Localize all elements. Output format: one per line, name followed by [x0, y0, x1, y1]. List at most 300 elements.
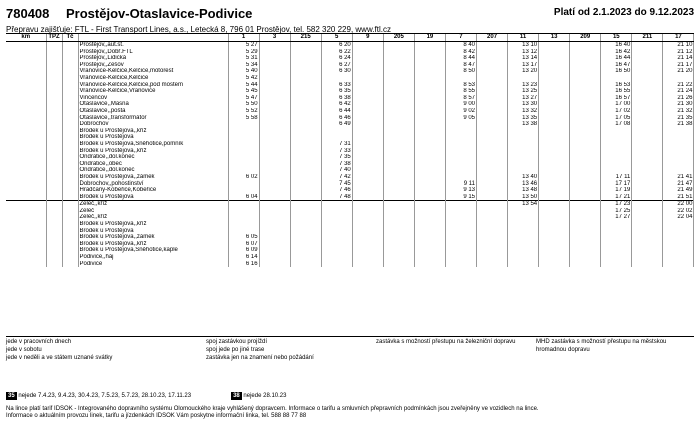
- tc-cell: [62, 108, 78, 115]
- time-cell: [352, 161, 383, 168]
- tpz-cell: [46, 214, 62, 221]
- time-cell: [414, 141, 445, 148]
- stop-name: Brodek u Prostějova: [78, 194, 228, 201]
- km-cell: [6, 208, 46, 215]
- time-cell: [477, 228, 508, 235]
- time-cell: 5 40: [228, 68, 259, 75]
- line-title: Prostějov-Otaslavice-Podivice: [66, 6, 253, 21]
- time-cell: [259, 75, 290, 82]
- table-row: [6, 180, 694, 187]
- time-cell: 7 48: [321, 194, 352, 201]
- time-cell: [539, 167, 570, 174]
- km-cell: [6, 55, 46, 62]
- time-cell: [570, 88, 601, 95]
- table-row: [6, 115, 694, 122]
- time-cell: [477, 241, 508, 248]
- time-cell: [632, 141, 663, 148]
- time-cell: 13 46: [508, 180, 539, 187]
- time-cell: [383, 161, 414, 168]
- time-cell: [352, 88, 383, 95]
- time-cell: 16 57: [601, 95, 632, 102]
- time-cell: [290, 82, 321, 89]
- time-cell: 5 31: [228, 55, 259, 62]
- time-cell: [259, 234, 290, 241]
- time-cell: [414, 228, 445, 235]
- table-row: [6, 75, 694, 82]
- note-badge: 35: [8, 393, 15, 399]
- tpz-cell: [46, 241, 62, 248]
- time-cell: 16 42: [601, 49, 632, 56]
- time-cell: [601, 141, 632, 148]
- time-cell: [259, 49, 290, 56]
- time-cell: [414, 214, 445, 221]
- time-cell: [477, 121, 508, 128]
- time-cell: [352, 148, 383, 155]
- time-cell: [508, 154, 539, 161]
- time-cell: [601, 221, 632, 228]
- time-cell: 8 50: [445, 68, 476, 75]
- time-cell: [414, 148, 445, 155]
- time-cell: [601, 148, 632, 155]
- time-cell: [290, 121, 321, 128]
- time-cell: [477, 174, 508, 181]
- time-cell: [539, 134, 570, 141]
- stop-name: Prostějov,,Lidická: [78, 55, 228, 62]
- time-cell: [383, 55, 414, 62]
- time-cell: [570, 261, 601, 268]
- time-cell: [290, 154, 321, 161]
- time-cell: [259, 174, 290, 181]
- time-cell: [352, 167, 383, 174]
- time-cell: [570, 42, 601, 49]
- time-cell: [601, 261, 632, 268]
- table-row: [6, 174, 694, 181]
- time-cell: [352, 234, 383, 241]
- km-cell: [6, 174, 46, 181]
- time-cell: [228, 148, 259, 155]
- time-cell: 17 02: [601, 108, 632, 115]
- tc-cell: [62, 241, 78, 248]
- time-cell: [539, 75, 570, 82]
- time-cell: [290, 148, 321, 155]
- time-cell: [414, 174, 445, 181]
- trip-header: 7: [445, 34, 476, 42]
- time-cell: [508, 254, 539, 261]
- stop-name: Dobrochov,,pohostinství: [78, 180, 228, 187]
- time-cell: 9 05: [445, 115, 476, 122]
- time-cell: 21 51: [663, 194, 694, 201]
- time-cell: [352, 194, 383, 201]
- time-cell: 17 05: [601, 115, 632, 122]
- time-cell: [383, 82, 414, 89]
- time-cell: 21 14: [663, 55, 694, 62]
- time-cell: [601, 228, 632, 235]
- time-cell: 9 11: [445, 180, 476, 187]
- time-cell: 7 46: [321, 187, 352, 194]
- tpz-cell: [46, 254, 62, 261]
- legend-item: zastávka jen na znamení nebo požádání: [206, 355, 314, 361]
- time-cell: [321, 228, 352, 235]
- time-cell: 6 05: [228, 234, 259, 241]
- time-cell: [570, 121, 601, 128]
- time-cell: [601, 254, 632, 261]
- trip-header: 15: [601, 34, 632, 42]
- time-cell: [445, 228, 476, 235]
- time-cell: [352, 141, 383, 148]
- time-cell: 8 47: [445, 62, 476, 69]
- time-cell: [570, 247, 601, 254]
- time-cell: [508, 214, 539, 221]
- table-row: [6, 62, 694, 69]
- time-cell: [321, 75, 352, 82]
- time-cell: [601, 234, 632, 241]
- time-cell: [228, 228, 259, 235]
- time-cell: [445, 154, 476, 161]
- time-cell: [259, 108, 290, 115]
- km-cell: [6, 241, 46, 248]
- stop-name: Ondratice,,obec: [78, 161, 228, 168]
- time-cell: [632, 201, 663, 208]
- tc-cell: [62, 261, 78, 268]
- time-cell: [321, 261, 352, 268]
- table-row: [6, 121, 694, 128]
- legend-symbols: [206, 338, 314, 362]
- time-cell: [290, 128, 321, 135]
- time-cell: 21 49: [663, 187, 694, 194]
- time-cell: 13 10: [508, 42, 539, 49]
- legend-item: jede v sobotu: [6, 347, 42, 353]
- km-cell: [6, 254, 46, 261]
- time-cell: [290, 42, 321, 49]
- tc-cell: [62, 141, 78, 148]
- time-cell: [632, 161, 663, 168]
- time-cell: [477, 42, 508, 49]
- time-cell: [445, 201, 476, 208]
- tpz-cell: [46, 228, 62, 235]
- time-cell: [414, 261, 445, 268]
- time-cell: [352, 62, 383, 69]
- stop-name: Otaslavice,,Masna: [78, 101, 228, 108]
- time-cell: [352, 254, 383, 261]
- time-cell: [663, 254, 694, 261]
- time-cell: [632, 115, 663, 122]
- carrier-info: Přepravu zajišťuje: FTL - First Transport Lines, a.s., Letecká 8, 796 01 Prostějov, tel. 582 320 229, www.ftl.cz: [6, 25, 391, 34]
- stop-name: Brodek u Prostějova,,zámek: [78, 174, 228, 181]
- tpz-cell: [46, 208, 62, 215]
- time-cell: 6 04: [228, 194, 259, 201]
- time-cell: [290, 247, 321, 254]
- time-cell: 17 11: [601, 174, 632, 181]
- time-cell: [290, 208, 321, 215]
- tc-cell: [62, 62, 78, 69]
- time-cell: [259, 187, 290, 194]
- time-cell: [477, 180, 508, 187]
- tc-cell: [62, 180, 78, 187]
- legend-rail: [376, 338, 526, 346]
- time-cell: [259, 128, 290, 135]
- time-cell: 17 21: [601, 194, 632, 201]
- time-cell: [414, 68, 445, 75]
- km-cell: [6, 82, 46, 89]
- time-cell: [632, 241, 663, 248]
- time-cell: [477, 82, 508, 89]
- time-cell: [228, 154, 259, 161]
- time-cell: [414, 95, 445, 102]
- stop-name: Brodek u Prostějova,,kříž: [78, 148, 228, 155]
- tpz-cell: [46, 154, 62, 161]
- time-cell: [290, 55, 321, 62]
- trip-header: 207: [477, 34, 508, 42]
- time-cell: [383, 208, 414, 215]
- stop-name: Ondratice,,dol.konec: [78, 154, 228, 161]
- time-cell: [663, 134, 694, 141]
- time-cell: [663, 154, 694, 161]
- time-cell: [383, 261, 414, 268]
- table-row: [6, 208, 694, 215]
- timetable-table: [6, 34, 694, 267]
- time-cell: [539, 214, 570, 221]
- km-cell: [6, 101, 46, 108]
- tc-cell: [62, 42, 78, 49]
- time-cell: 5 47: [228, 95, 259, 102]
- time-cell: [383, 62, 414, 69]
- time-cell: [228, 134, 259, 141]
- time-cell: [352, 128, 383, 135]
- time-cell: [539, 241, 570, 248]
- tc-cell: [62, 201, 78, 208]
- time-cell: [228, 167, 259, 174]
- time-cell: [414, 187, 445, 194]
- time-cell: 13 40: [508, 174, 539, 181]
- tc-cell: [62, 148, 78, 155]
- time-cell: [383, 49, 414, 56]
- stop-name: Brodek u Prostějova,Sněhotice,pomník: [78, 141, 228, 148]
- time-cell: 16 53: [601, 82, 632, 89]
- time-cell: [445, 141, 476, 148]
- time-cell: [414, 88, 445, 95]
- time-cell: [321, 208, 352, 215]
- table-row: [6, 221, 694, 228]
- time-cell: [570, 128, 601, 135]
- trip-header: 1: [228, 34, 259, 42]
- tpz-cell: [46, 62, 62, 69]
- time-cell: [539, 121, 570, 128]
- time-cell: [570, 75, 601, 82]
- time-cell: [414, 161, 445, 168]
- km-cell: [6, 148, 46, 155]
- km-cell: [6, 214, 46, 221]
- time-cell: [290, 75, 321, 82]
- tc-cell: [62, 49, 78, 56]
- time-cell: [508, 208, 539, 215]
- time-cell: [445, 167, 476, 174]
- tpz-cell: [46, 42, 62, 49]
- stop-name: Hradčany-Kobeřice,Kobeřice: [78, 187, 228, 194]
- time-cell: [228, 128, 259, 135]
- time-cell: 17 27: [601, 214, 632, 221]
- time-cell: [632, 134, 663, 141]
- tpz-cell: [46, 247, 62, 254]
- table-row: [6, 228, 694, 235]
- time-cell: [539, 174, 570, 181]
- stop-name: Brodek u Prostějova,,kříž: [78, 241, 228, 248]
- time-cell: 6 20: [321, 42, 352, 49]
- time-cell: [570, 148, 601, 155]
- km-cell: [6, 221, 46, 228]
- time-cell: [508, 75, 539, 82]
- tc-cell: [62, 221, 78, 228]
- time-cell: [445, 247, 476, 254]
- time-cell: [477, 254, 508, 261]
- time-cell: [352, 221, 383, 228]
- time-cell: 13 54: [508, 201, 539, 208]
- time-cell: [663, 167, 694, 174]
- time-cell: 6 44: [321, 108, 352, 115]
- time-cell: [477, 261, 508, 268]
- time-cell: [477, 88, 508, 95]
- tc-cell: [62, 234, 78, 241]
- km-cell: [6, 194, 46, 201]
- km-header: km: [6, 34, 46, 42]
- stop-name: Brodek u Prostějova,Sněhotice,kaple: [78, 247, 228, 254]
- stop-name: Brodek u Prostějova,,kříž: [78, 221, 228, 228]
- table-row: [6, 101, 694, 108]
- time-cell: [259, 101, 290, 108]
- km-cell: [6, 115, 46, 122]
- time-cell: [539, 82, 570, 89]
- time-cell: 21 38: [663, 121, 694, 128]
- time-cell: [383, 115, 414, 122]
- time-cell: [259, 115, 290, 122]
- tpz-cell: [46, 95, 62, 102]
- time-cell: [290, 167, 321, 174]
- table-row: [6, 161, 694, 168]
- time-cell: 8 44: [445, 55, 476, 62]
- table-row: [6, 42, 694, 49]
- time-cell: [352, 180, 383, 187]
- time-cell: [414, 55, 445, 62]
- time-cell: [290, 241, 321, 248]
- time-cell: [663, 141, 694, 148]
- tpz-cell: [46, 221, 62, 228]
- time-cell: [321, 134, 352, 141]
- tc-header: Tč: [62, 34, 78, 42]
- time-cell: 6 46: [321, 115, 352, 122]
- time-cell: [259, 247, 290, 254]
- tc-cell: [62, 208, 78, 215]
- time-cell: [477, 128, 508, 135]
- time-cell: [445, 254, 476, 261]
- time-cell: [632, 180, 663, 187]
- time-cell: [383, 88, 414, 95]
- time-cell: 13 12: [508, 49, 539, 56]
- time-cell: [477, 95, 508, 102]
- time-cell: [414, 82, 445, 89]
- time-cell: [414, 201, 445, 208]
- trip-header: 13: [539, 34, 570, 42]
- time-cell: [414, 254, 445, 261]
- time-cell: [290, 221, 321, 228]
- time-cell: 5 34: [228, 62, 259, 69]
- time-cell: [508, 134, 539, 141]
- time-cell: [539, 108, 570, 115]
- time-cell: [539, 187, 570, 194]
- time-cell: [414, 75, 445, 82]
- table-row: [6, 141, 694, 148]
- time-cell: [414, 101, 445, 108]
- time-cell: [445, 261, 476, 268]
- time-cell: [477, 154, 508, 161]
- table-row: [6, 82, 694, 89]
- time-cell: [259, 208, 290, 215]
- legend-item: jede v pracovních dnech: [6, 339, 72, 345]
- km-cell: [6, 128, 46, 135]
- time-cell: [259, 148, 290, 155]
- stop-name: Brodek u Prostějova,,zámek: [78, 234, 228, 241]
- tc-cell: [62, 187, 78, 194]
- time-cell: 6 42: [321, 101, 352, 108]
- time-cell: [383, 121, 414, 128]
- time-cell: [539, 180, 570, 187]
- time-cell: 8 55: [445, 88, 476, 95]
- tpz-cell: [46, 141, 62, 148]
- table-row: [6, 241, 694, 248]
- time-cell: [570, 134, 601, 141]
- time-cell: [352, 68, 383, 75]
- time-cell: [663, 234, 694, 241]
- time-cell: [290, 62, 321, 69]
- table-row: [6, 261, 694, 268]
- time-cell: [477, 247, 508, 254]
- time-cell: [383, 194, 414, 201]
- time-cell: [477, 208, 508, 215]
- time-cell: [445, 208, 476, 215]
- table-row: [6, 214, 694, 221]
- stop-name: Vranovice-Kelčice,Kelčice: [78, 75, 228, 82]
- tpz-cell: [46, 174, 62, 181]
- time-cell: [290, 214, 321, 221]
- time-cell: [445, 128, 476, 135]
- stop-name: Vranovice-Kelčice,Kelčice,motorest: [78, 68, 228, 75]
- time-cell: [383, 254, 414, 261]
- tc-cell: [62, 128, 78, 135]
- time-cell: 16 47: [601, 62, 632, 69]
- time-cell: [383, 228, 414, 235]
- time-cell: [477, 234, 508, 241]
- time-cell: [570, 82, 601, 89]
- stop-name: Prostějov,,aut.st.: [78, 42, 228, 49]
- time-cell: 21 30: [663, 101, 694, 108]
- legend-mhd: [536, 338, 694, 354]
- time-cell: [632, 208, 663, 215]
- time-cell: [290, 49, 321, 56]
- time-cell: [414, 154, 445, 161]
- time-cell: [539, 221, 570, 228]
- trip-header: 215: [290, 34, 321, 42]
- stop-name: Vranovice-Kelčice,Kelčice,pod mostem: [78, 82, 228, 89]
- time-cell: [477, 49, 508, 56]
- time-cell: 6 02: [228, 174, 259, 181]
- time-cell: [539, 68, 570, 75]
- time-cell: [570, 115, 601, 122]
- line-number: 780408: [6, 6, 50, 21]
- tc-cell: [62, 161, 78, 168]
- km-cell: [6, 201, 46, 208]
- trip-header: 5: [321, 34, 352, 42]
- time-cell: 7 35: [321, 154, 352, 161]
- time-cell: 6 09: [228, 247, 259, 254]
- time-cell: [321, 241, 352, 248]
